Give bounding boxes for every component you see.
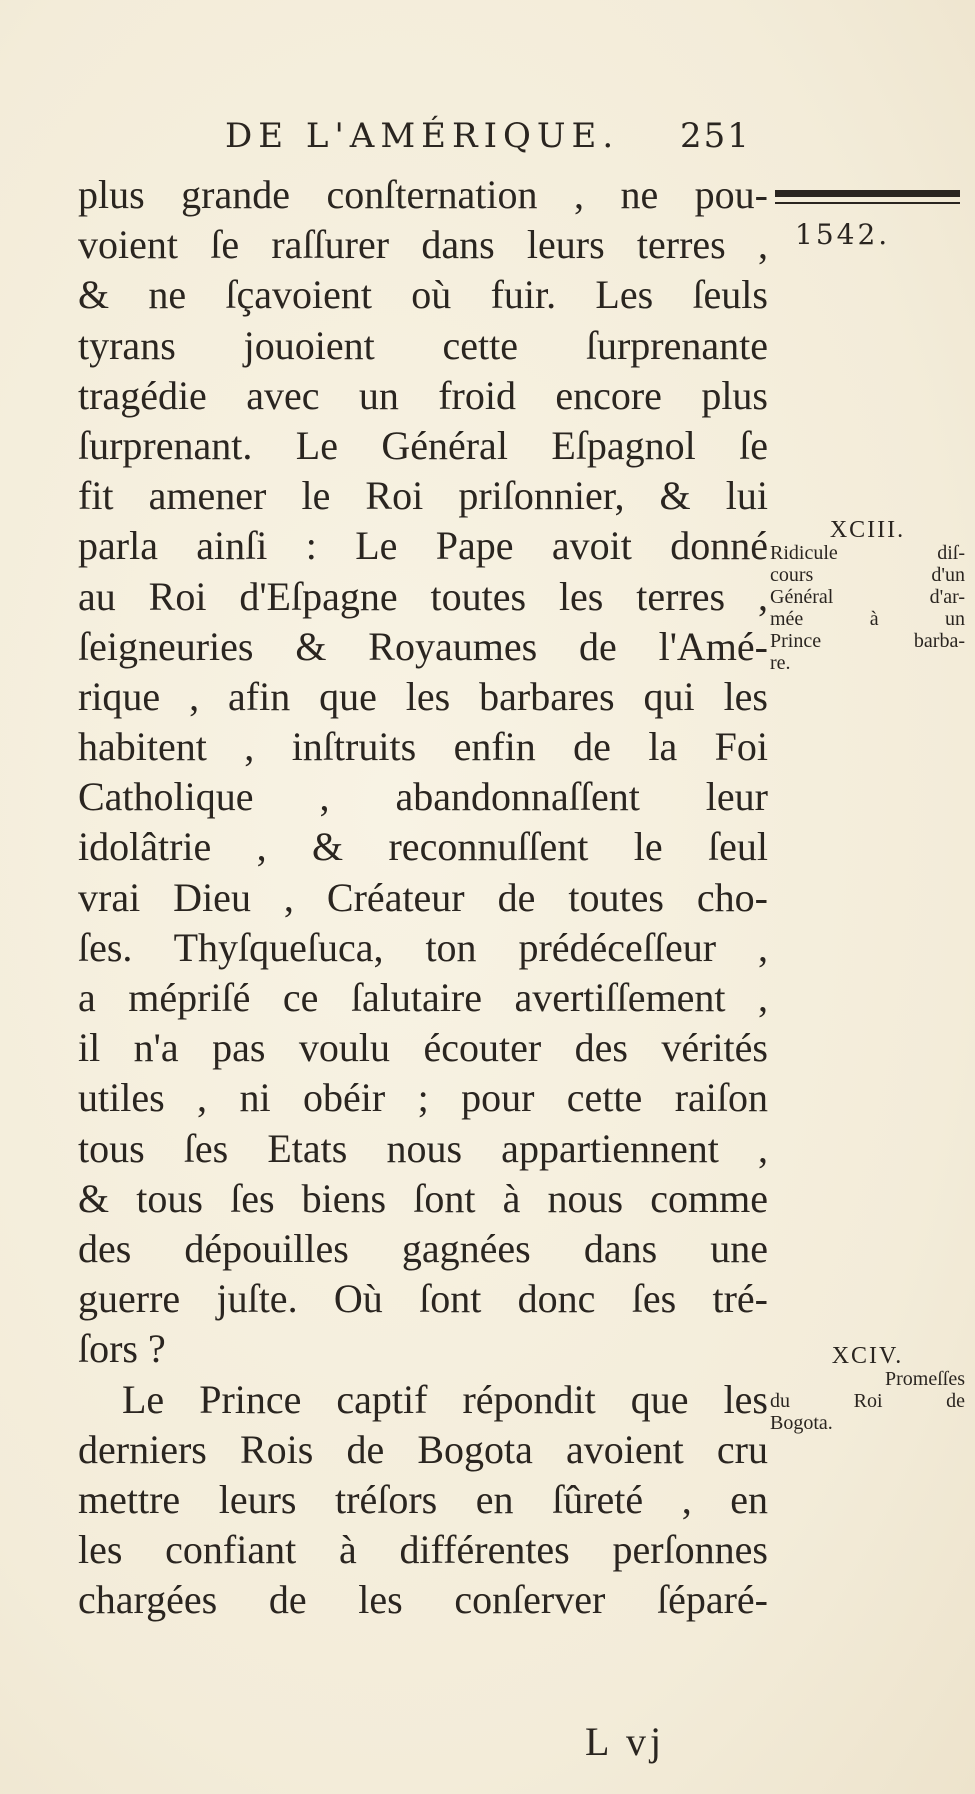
margin-note-xciv [770, 1344, 965, 1434]
text-line: a mépriſé ce ſalutaire avertiſſement , [78, 975, 768, 1020]
text-line: idolâtrie , & reconnuſſent le ſeul [78, 824, 768, 870]
text-line: les confiant à différentes perſonnes [78, 1527, 768, 1573]
text-line: derniers Rois de Bogota avoient cru [78, 1426, 768, 1472]
signature-mark: L vj [585, 1719, 666, 1764]
margin-note-xciii [770, 518, 965, 674]
text-line: des dépouilles gagnées dans une [78, 1225, 768, 1271]
text-line: guerre juſte. Où ſont donc ſes tré- [78, 1276, 768, 1322]
margin-note-line: cours d'un [770, 564, 965, 586]
text-line: & tous ſes biens ſont à nous comme [78, 1175, 768, 1221]
text-line: ſors ? [78, 1326, 166, 1372]
margin-note-line: du Roi de [770, 1390, 965, 1412]
text-line: Catholique , abandonnaſſent leur [78, 774, 768, 820]
margin-note-number: XCIII. [829, 517, 906, 543]
text-line: parla ainſi : Le Pape avoit donné [78, 523, 768, 569]
margin-note-number: XCIV. [831, 1343, 904, 1369]
text-line: ſeigneuries & Royaumes de l'Amé- [78, 623, 768, 669]
text-line: & ne ſçavoient où fuir. Les ſeuls [78, 272, 768, 318]
body-text [78, 170, 768, 1625]
text-line: vrai Dieu , Créateur de toutes cho- [78, 874, 768, 920]
text-line: plus grande conſternation , ne pou- [78, 172, 768, 217]
text-line: mettre leurs tréſors en ſûreté , en [78, 1476, 768, 1522]
page-number: 251 [680, 116, 751, 156]
text-line: habitent , inſtruits enfin de la Foi [78, 724, 768, 770]
running-header [225, 116, 785, 156]
margin-note-line: Ridicule diſ- [770, 542, 965, 564]
margin-note-line: Prince barba- [770, 630, 965, 652]
text-line: Le Prince captif répondit que les [122, 1376, 768, 1422]
text-line: utiles , ni obéir ; pour cette raiſon [78, 1075, 768, 1121]
margin-rule-thin [775, 202, 960, 204]
text-line: ſes. Thyſqueſuca, ton prédéceſſeur , [78, 924, 768, 970]
text-line: rique , afin que les barbares qui les [78, 673, 768, 719]
margin-note-line: mée à un [770, 608, 965, 630]
margin-note-line: Promeſſes [885, 1368, 965, 1390]
text-line: tyrans jouoient cette ſurprenante [78, 322, 768, 368]
text-line: tragédie avec un froid encore plus [78, 372, 768, 418]
text-line: ſurprenant. Le Général Eſpagnol ſe [78, 422, 768, 468]
text-line: tous ſes Etats nous appartiennent , [78, 1125, 768, 1171]
running-title: DE L'AMÉRIQUE. [225, 116, 620, 156]
text-line: il n'a pas voulu écouter des vérités [78, 1025, 768, 1071]
text-line: fit amener le Roi priſonnier, & lui [78, 473, 768, 519]
margin-note-line: Bogota. [770, 1412, 833, 1434]
margin-year: 1542. [795, 218, 891, 251]
margin-note-line: re. [770, 652, 791, 674]
text-line: chargées de les conſerver ſéparé- [78, 1577, 768, 1623]
margin-rule [775, 190, 960, 197]
text-line: au Roi d'Eſpagne toutes les terres , [78, 573, 768, 619]
margin-note-line: Général d'ar- [770, 586, 965, 608]
text-line: voient ſe raſſurer dans leurs terres , [78, 222, 768, 268]
